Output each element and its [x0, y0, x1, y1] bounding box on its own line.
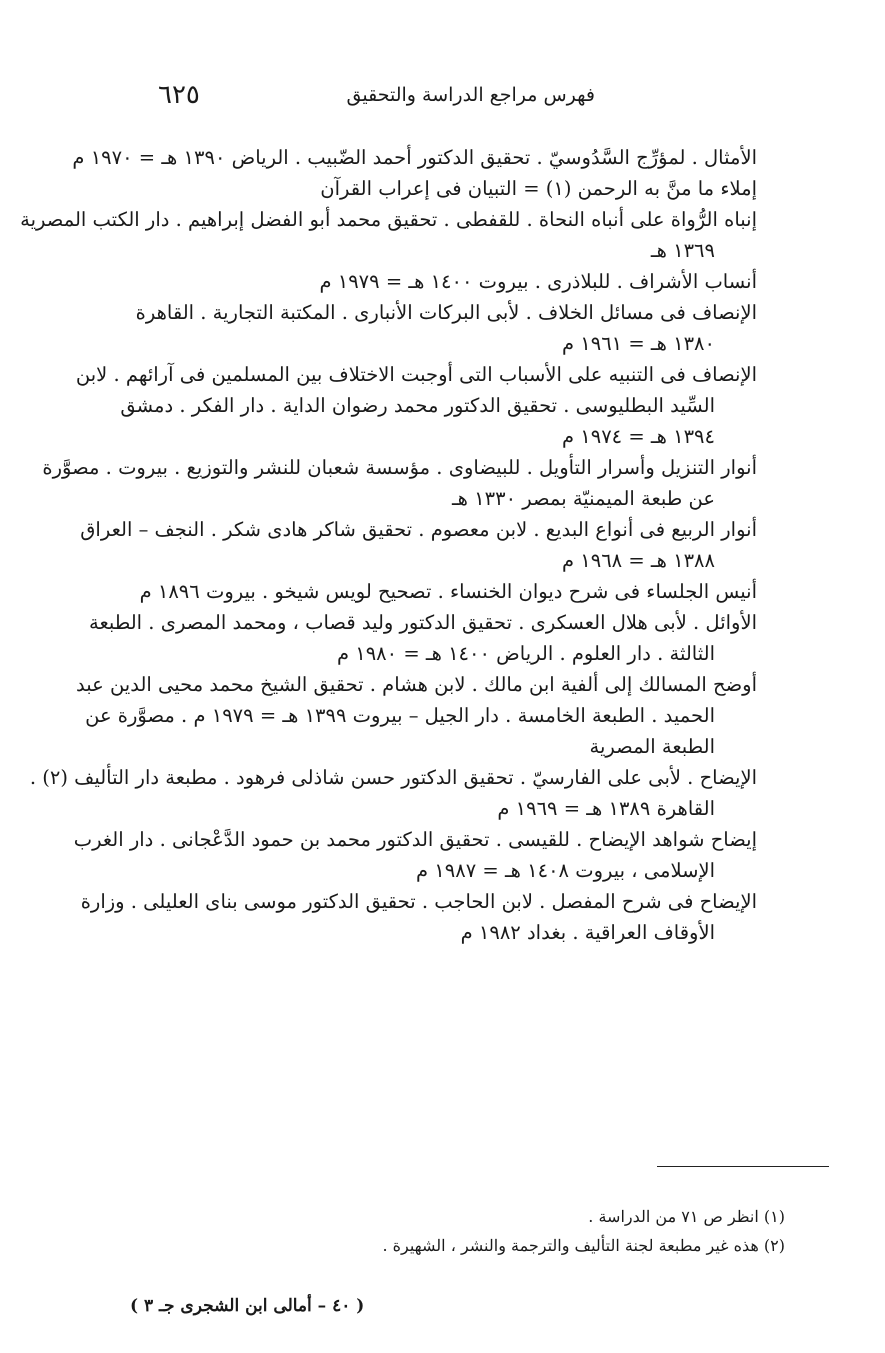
running-title: فهرس مراجع الدراسة والتحقيق	[346, 84, 595, 106]
entry-continuation-line: القاهرة ١٣٨٩ هـ = ١٩٦٩ م	[497, 797, 715, 820]
footnotes	[120, 1202, 785, 1260]
bibliography-entry	[128, 266, 757, 297]
bibliography-entry	[80, 886, 757, 948]
entry-continuation-line: الحميد . الطبعة الخامسة . دار الجيل – بيروت ١٣٩٩ هـ = ١٩٧٩ م . مصوَّرة عن	[85, 704, 715, 727]
footnote-2: (٢) هذه غير مطبعة لجنة التأليف والترجمة والنشر ، الشهيرة .	[382, 1236, 785, 1255]
entry-line: إيضاح شواهد الإيضاح . للقيسى . تحقيق الدكتور محمد بن حمود الدَّعْجانى . دار الغرب	[73, 828, 757, 851]
signature-mark: ( ٤٠ – أمالى ابن الشجرى جـ ٣ )	[130, 1296, 365, 1316]
page-header	[150, 80, 735, 120]
entry-continuation-line: ١٣٨٠ هـ = ١٩٦١ م	[561, 332, 715, 355]
entry-continuation-line: عن طبعة الميمنيّة بمصر ١٣٣٠ هـ	[451, 487, 715, 510]
page-number: ٦٢٥	[158, 80, 200, 110]
bibliography-entry	[42, 452, 757, 514]
bibliography-entry	[128, 576, 757, 607]
entry-line: الإيضاح . لأبى على الفارسيّ . تحقيق الدكتور حسن شاذلى فرهود . مطبعة دار التأليف (٢) .	[29, 766, 757, 789]
bibliography-entry	[72, 142, 757, 173]
bibliography-entry	[76, 669, 757, 762]
entry-line: أنيس الجلساء فى شرح ديوان الخنساء . تصحيح لويس شيخو . بيروت ١٨٩٦ م	[139, 580, 757, 603]
entry-line: الإيضاح فى شرح المفصل . لابن الحاجب . تحقيق الدكتور موسى بناى العليلى . وزارة	[80, 890, 757, 913]
entry-line: أنوار الربيع فى أنواع البديع . لابن معصوم . تحقيق شاكر هادى شكر . النجف – العراق	[80, 518, 757, 541]
bibliography-entry	[75, 359, 757, 452]
entry-line: الأوائل . لأبى هلال العسكرى . تحقيق الدكتور وليد قصاب ، ومحمد المصرى . الطبعة	[89, 611, 757, 634]
footnote-divider	[657, 1166, 829, 1167]
footnote-1: (١) انظر ص ٧١ من الدراسة .	[588, 1207, 785, 1226]
entry-line: الإنصاف فى التنبيه على الأسباب التى أوجبت الاختلاف بين المسلمين فى آرائهم . لابن	[75, 363, 757, 386]
entry-continuation-line: ١٣٦٩ هـ	[650, 239, 715, 262]
bibliography-entry	[29, 762, 757, 824]
entry-continuation-line: ١٣٩٤ هـ = ١٩٧٤ م	[561, 425, 715, 448]
bibliography-entry	[73, 824, 757, 886]
entry-line: إنباه الرُّواة على أنباه النحاة . للقفطى . تحقيق محمد أبو الفضل إبراهيم . دار الكتب المصرية	[20, 208, 757, 231]
entry-continuation-line: الثالثة . دار العلوم . الرياض ١٤٠٠ هـ = ١٩٨٠ م	[336, 642, 715, 665]
bibliography-entry	[80, 514, 757, 576]
bibliography-entry	[128, 297, 757, 359]
entry-continuation-line: الإسلامى ، بيروت ١٤٠٨ هـ = ١٩٨٧ م	[416, 859, 715, 882]
entry-line: إملاء ما منَّ به الرحمن (١) = التبيان فى إعراب القرآن	[320, 177, 757, 200]
entry-continuation-line: الأوقاف العراقية . بغداد ١٩٨٢ م	[460, 921, 715, 944]
bibliography-entry	[20, 204, 757, 266]
entry-line: أنساب الأشراف . للبلاذرى . بيروت ١٤٠٠ هـ = ١٩٧٩ م	[319, 270, 757, 293]
entry-line: الإنصاف فى مسائل الخلاف . لأبى البركات الأنبارى . المكتبة التجارية . القاهرة	[135, 301, 757, 324]
entry-line: الأمثال . لمؤرِّج السَّدُوسيّ . تحقيق الدكتور أحمد الضّبيب . الرياض ١٣٩٠ هـ = ١٩٧٠ م	[72, 146, 757, 169]
entry-continuation-line: الطبعة المصرية	[589, 735, 715, 758]
entry-line: أوضح المسالك إلى ألفية ابن مالك . لابن هشام . تحقيق الشيخ محمد محيى الدين عبد	[76, 673, 757, 696]
bibliography-list	[20, 142, 757, 948]
bibliography-entry	[89, 607, 757, 669]
entry-continuation-line: السِّيد البطليوسى . تحقيق الدكتور محمد رضوان الداية . دار الفكر . دمشق	[120, 394, 715, 417]
bibliography-entry	[128, 173, 757, 204]
entry-continuation-line: ١٣٨٨ هـ = ١٩٦٨ م	[561, 549, 715, 572]
entry-line: أنوار التنزيل وأسرار التأويل . للبيضاوى . مؤسسة شعبان للنشر والتوزيع . بيروت . مصوَّرة	[42, 456, 757, 479]
